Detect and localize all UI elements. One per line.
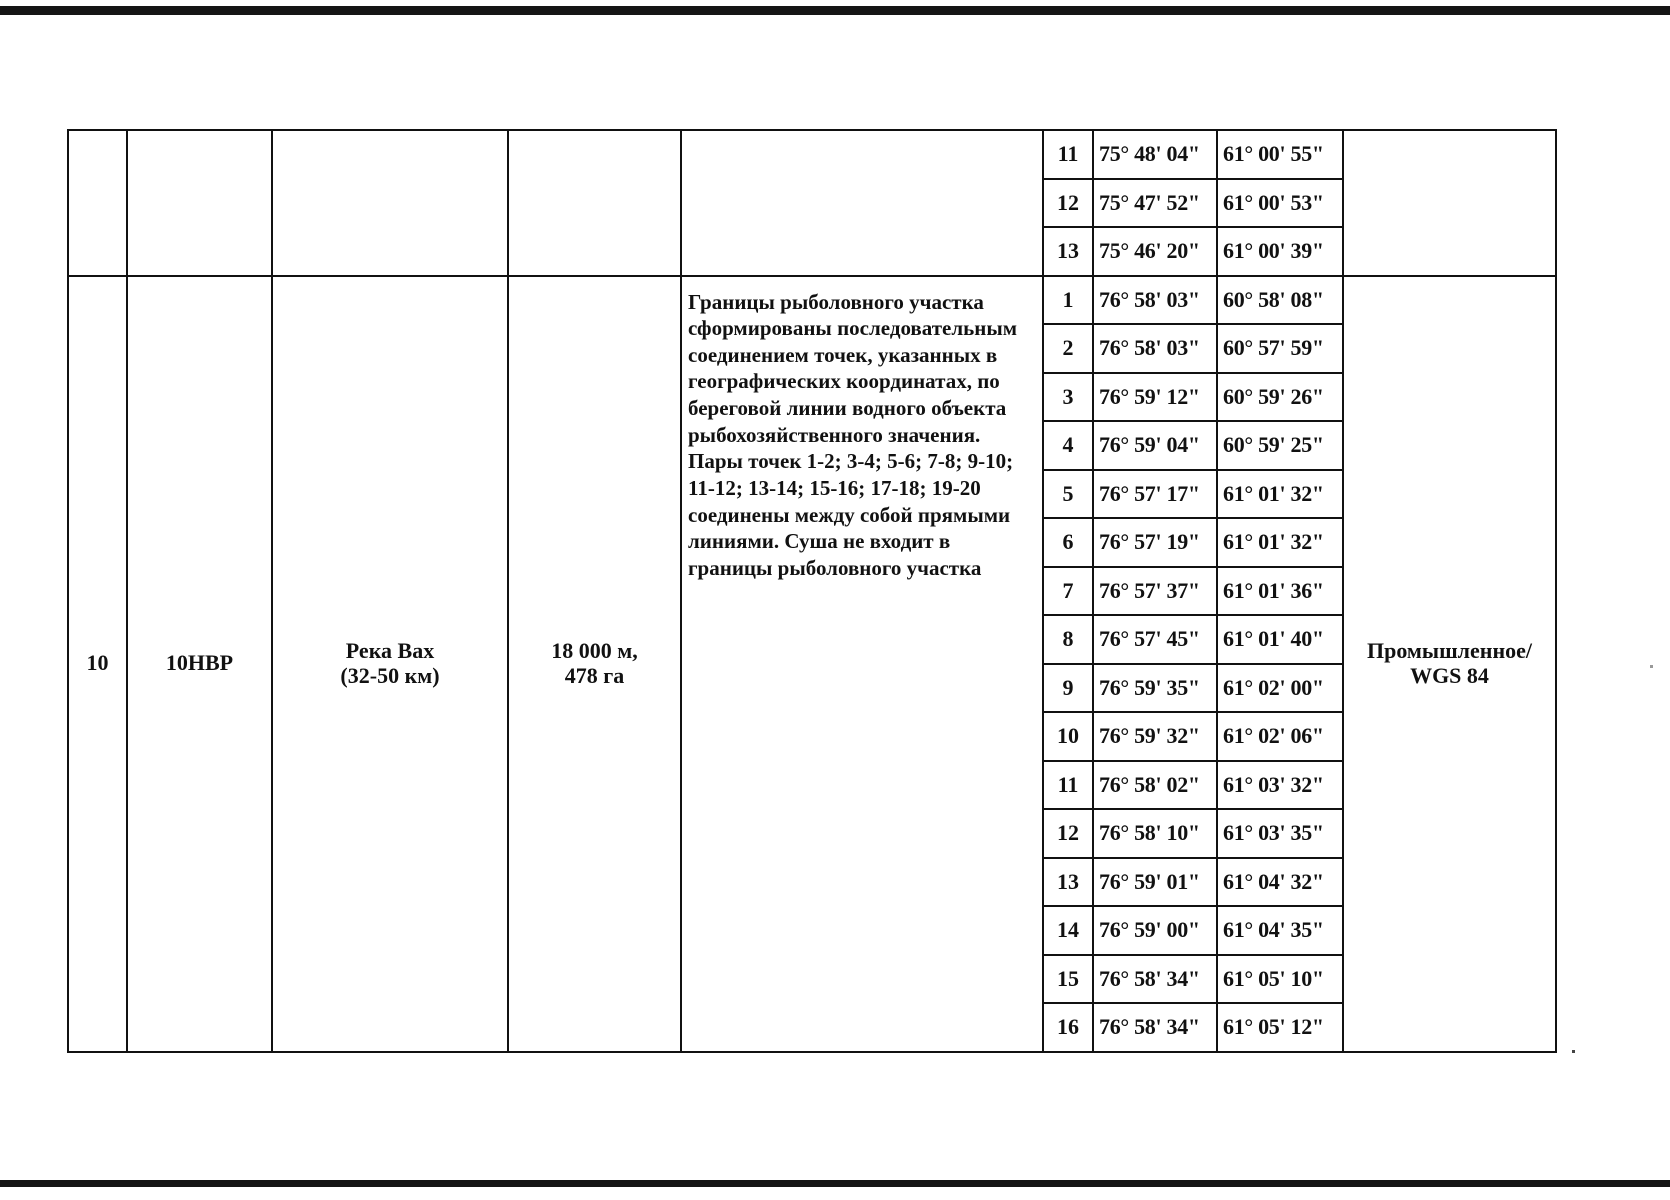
latitude: 61° 03' 32" xyxy=(1217,761,1343,810)
index-cell-empty xyxy=(68,130,127,276)
latitude: 61° 02' 06" xyxy=(1217,712,1343,761)
name-cell-empty xyxy=(272,130,508,276)
longitude: 75° 48' 04" xyxy=(1093,130,1217,179)
longitude: 75° 47' 52" xyxy=(1093,179,1217,228)
latitude: 61° 00' 53" xyxy=(1217,179,1343,228)
point-number: 1 xyxy=(1043,276,1093,325)
latitude: 60° 59' 26" xyxy=(1217,373,1343,422)
table-row xyxy=(68,130,1556,179)
latitude: 61° 04' 32" xyxy=(1217,858,1343,907)
longitude: 76° 59' 35" xyxy=(1093,664,1217,713)
longitude: 76° 59' 12" xyxy=(1093,373,1217,422)
longitude: 76° 59' 00" xyxy=(1093,906,1217,955)
boundary-description xyxy=(681,276,1043,1052)
longitude: 76° 58' 02" xyxy=(1093,761,1217,810)
latitude: 61° 05' 10" xyxy=(1217,955,1343,1004)
latitude: 61° 00' 39" xyxy=(1217,227,1343,276)
point-number: 6 xyxy=(1043,518,1093,567)
latitude: 61° 05' 12" xyxy=(1217,1003,1343,1052)
site-name-line: (32-50 км) xyxy=(340,662,440,688)
site-area: 478 га xyxy=(564,662,625,688)
point-number: 3 xyxy=(1043,373,1093,422)
latitude: 61° 01' 36" xyxy=(1217,567,1343,616)
boundary-description-text: Границы рыболовного участка сформированы последовательным соединением точек, указанных в географических координатах, по береговой линии водного объекта рыбохозяйственного значения. Пары точек 1-2; 3-4; 5-6; 7-8; 9-10; 11-12; 13-14; 15-16; 17-18; 19-20 соединены между собой прямыми линиями. Суша не входит в границы рыболовного участка xyxy=(688,289,1018,581)
point-number: 13 xyxy=(1043,227,1093,276)
latitude: 61° 02' 00" xyxy=(1217,664,1343,713)
longitude: 76° 57' 45" xyxy=(1093,615,1217,664)
longitude: 76° 57' 19" xyxy=(1093,518,1217,567)
point-number: 5 xyxy=(1043,470,1093,519)
point-number: 15 xyxy=(1043,955,1093,1004)
longitude: 76° 59' 32" xyxy=(1093,712,1217,761)
point-number: 11 xyxy=(1043,761,1093,810)
point-number: 9 xyxy=(1043,664,1093,713)
point-number: 11 xyxy=(1043,130,1093,179)
code-cell-empty xyxy=(127,130,272,276)
point-number: 16 xyxy=(1043,1003,1093,1052)
purpose-type: Промышленное/ xyxy=(1367,638,1532,664)
point-number: 7 xyxy=(1043,567,1093,616)
latitude: 61° 03' 35" xyxy=(1217,809,1343,858)
scan-edge-top xyxy=(0,6,1670,15)
site-purpose xyxy=(1343,276,1556,1052)
coordinate-system: WGS 84 xyxy=(1410,662,1489,688)
scan-edge-bottom xyxy=(0,1180,1670,1187)
point-number: 2 xyxy=(1043,324,1093,373)
site-length: 18 000 м, xyxy=(551,638,638,664)
site-index: 10 xyxy=(68,276,127,1052)
latitude: 61° 00' 55" xyxy=(1217,130,1343,179)
point-number: 13 xyxy=(1043,858,1093,907)
longitude: 76° 58' 03" xyxy=(1093,276,1217,325)
latitude: 61° 01' 32" xyxy=(1217,470,1343,519)
site-name xyxy=(272,276,508,1052)
latitude: 61° 01' 40" xyxy=(1217,615,1343,664)
longitude: 76° 58' 03" xyxy=(1093,324,1217,373)
latitude: 60° 58' 08" xyxy=(1217,276,1343,325)
latitude: 61° 01' 32" xyxy=(1217,518,1343,567)
longitude: 76° 58' 34" xyxy=(1093,1003,1217,1052)
description-cell-empty xyxy=(681,130,1043,276)
purpose-cell-empty xyxy=(1343,130,1556,276)
latitude: 61° 04' 35" xyxy=(1217,906,1343,955)
point-number: 8 xyxy=(1043,615,1093,664)
point-number: 14 xyxy=(1043,906,1093,955)
longitude: 76° 58' 10" xyxy=(1093,809,1217,858)
longitude: 75° 46' 20" xyxy=(1093,227,1217,276)
point-number: 12 xyxy=(1043,179,1093,228)
latitude: 60° 59' 25" xyxy=(1217,421,1343,470)
longitude: 76° 57' 37" xyxy=(1093,567,1217,616)
longitude: 76° 58' 34" xyxy=(1093,955,1217,1004)
latitude: 60° 57' 59" xyxy=(1217,324,1343,373)
scan-speck xyxy=(1650,665,1653,668)
longitude: 76° 59' 04" xyxy=(1093,421,1217,470)
site-size xyxy=(508,276,681,1052)
table-row xyxy=(68,276,1556,325)
fishing-site-table xyxy=(67,129,1557,1053)
point-number: 12 xyxy=(1043,809,1093,858)
point-number: 4 xyxy=(1043,421,1093,470)
site-code: 10НВР xyxy=(127,276,272,1052)
size-cell-empty xyxy=(508,130,681,276)
point-number: 10 xyxy=(1043,712,1093,761)
scan-speck xyxy=(1572,1050,1575,1053)
longitude: 76° 57' 17" xyxy=(1093,470,1217,519)
longitude: 76° 59' 01" xyxy=(1093,858,1217,907)
site-name-line: Река Вах xyxy=(345,638,435,664)
